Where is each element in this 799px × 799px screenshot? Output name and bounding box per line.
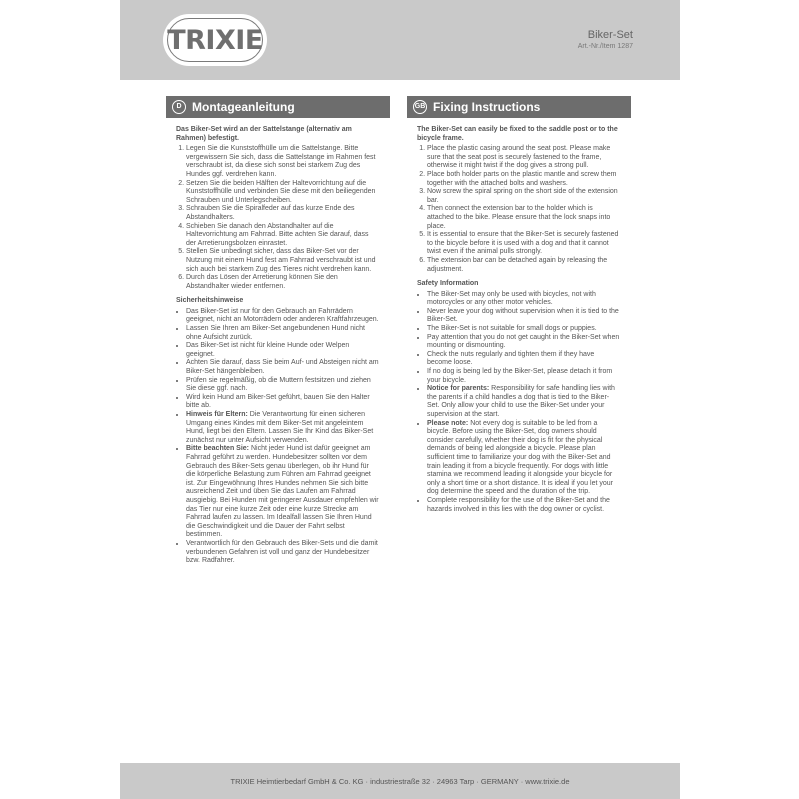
trixie-logo [163, 14, 267, 66]
german-steps [176, 145, 380, 291]
note-text: Not every dog is suitable to be led from a bicycle. Before using the Biker-Set, dog owners should consider carefully, whether their dog is fit for the physical demands of being led alongside a bicycle. Please plan sufficient time to familiarize your dog with the Biker-Set and train leading it from a bicycle frequently. For dogs with little stamina we recommend leading it alongside your bicycle for only a short time or a short distance. It is ideal if you let your dog determine the speed and the duration of the trip. [427, 419, 613, 496]
note-label: Please note: [427, 419, 469, 427]
parents-text: Die Verantwortung für einen sicheren Umgang eines Kindes mit dem Biker-Set mit angeleintem Hund, liegt bei den Eltern. Lassen Sie Ihr Kind das Biker-Set zunächst nur unter Aufsicht verwenden. [186, 411, 374, 444]
list-item: 3. Now screw the spiral spring on the short side of the extension bar. [427, 188, 621, 205]
german-heading-text: Montageanleitung [192, 100, 295, 114]
list-item: • The Biker-Set is not suitable for small dogs or puppies. [427, 325, 621, 334]
parents-text: Responsibility for safe handling lies with the parents if a child handles a dog that is tied to the Biker-Set. Only allow your child to use the Biker-Set under your supervision at the start. [427, 385, 615, 418]
list-item: • Never leave your dog without supervision when it is tied to the Biker-Set. [427, 308, 621, 325]
list-item: • Wird kein Hund am Biker-Set geführt, bauen Sie den Halter bitte ab. [186, 394, 380, 411]
list-item: 3. Schrauben Sie die Spiralfeder auf das kurze Ende des Abstandhalters. [186, 205, 380, 222]
list-item: • Prüfen sie regelmäßig, ob die Muttern festsitzen und ziehen Sie diese ggf. nach. [186, 377, 380, 394]
english-safety-heading: Safety Information [417, 280, 479, 288]
list-item: • Pay attention that you do not get caught in the Biker-Set when mounting or dismounting. [427, 334, 621, 351]
footer-band [120, 763, 680, 799]
german-section-heading [166, 96, 390, 118]
list-item: • Das Biker-Set ist nur für den Gebrauch an Fahrrädern geeignet, nicht an Motorrädern oder anderen Kraftfahrzeugen. [186, 308, 380, 325]
list-item: • Das Biker-Set ist nicht für kleine Hunde oder Welpen geeignet. [186, 342, 380, 359]
list-item: • Complete responsibility for the use of the Biker-Set and the hazards involved in this lies with the dog owner or cyclist. [427, 497, 621, 514]
german-body [166, 118, 390, 566]
german-safety-heading: Sicherheitshinweise [176, 297, 244, 305]
english-column [407, 96, 631, 514]
note-text: Nicht jeder Hund ist dafür geeignet am Fahrrad geführt zu werden. Hundebesitzer sollten vor dem Gebrauch des Biker-Sets genau überlegen, ob ihr Hund für die körperliche Belastung zum Führen am Fahrrad geeignet ist. Zur Eingewöhnung Ihres Hundes nehmen Sie sich bitte ausreichend Zeit und üben Sie das Laufen am Fahrrad ausgiebig. Bei Hunden mit geringerer Ausdauer empfehlen wir das Tier nur eine kurze Zeit oder eine kurze Strecke am Fahrrad laufen zu lassen. Im Idealfall lassen Sie Ihren Hund die Geschwindigkeit und die Dauer der Fahrt selbst bestimmen. [186, 445, 379, 539]
list-item [427, 385, 621, 419]
article-number: Art.-Nr./Item 1287 [577, 43, 633, 50]
list-item: 1. Legen Sie die Kunststoffhülle um die Sattelstange. Bitte vergewissern Sie sich, dass die Sattelstange im Rahmen fest verschraubt ist, da diese sich sonst bei starkem Zug des Hundes ggf. verdrehen kann. [186, 145, 380, 179]
flag-de-icon: D [172, 100, 186, 114]
german-intro: Das Biker-Set wird an der Sattelstange (alternativ am Rahmen) befestigt. [176, 126, 352, 142]
list-item: • Lassen Sie Ihren am Biker-Set angebundenen Hund nicht ohne Aufsicht zurück. [186, 325, 380, 342]
document-page [120, 0, 680, 799]
list-item: 2. Place both holder parts on the plastic mantle and screw them together with the attached bolts and washers. [427, 171, 621, 188]
list-item: 5. It is essential to ensure that the Biker-Set is securely fastened to the bicycle before it is used with a dog and that it cannot twist even if the animal pulls strongly. [427, 231, 621, 257]
product-title: Biker-Set [587, 29, 633, 41]
footer-text: TRIXIE Heimtierbedarf GmbH & Co. KG · industriestraße 32 · 24963 Tarp · GERMANY · www.trixie.de [230, 776, 570, 786]
list-item: • Check the nuts regularly and tighten them if they have become loose. [427, 351, 621, 368]
list-item: 4. Schieben Sie danach den Abstandhalter auf die Haltevorrichtung am Fahrrad. Bitte achten Sie darauf, dass der Arretierungsbolzen einrastet. [186, 223, 380, 249]
list-item: • If no dog is being led by the Biker-Set, please detach it from your bicycle. [427, 368, 621, 385]
list-item: 6. Durch das Lösen der Arretierung können Sie den Abstandhalter wieder entfernen. [186, 274, 380, 291]
german-safety-list [176, 308, 380, 566]
flag-gb-icon: GB [413, 100, 427, 114]
list-item: 2. Setzen Sie die beiden Hälften der Haltevorrichtung auf die Kunststoffhülle und verbinden Sie diese mit den beiliegenden Schrauben und Unterlegscheiben. [186, 180, 380, 206]
german-column [166, 96, 390, 566]
list-item [186, 445, 380, 540]
list-item: 6. The extension bar can be detached again by releasing the adjustment. [427, 257, 621, 274]
parents-label: Notice for parents: [427, 385, 490, 393]
list-item: 1. Place the plastic casing around the seat post. Please make sure that the seat post is securely fastened to the frame, otherwise it might twist if the dog gives a strong pull. [427, 145, 621, 171]
list-item [427, 420, 621, 497]
list-item: 5. Stellen Sie unbedingt sicher, dass das Biker-Set vor der Nutzung mit einem Hund fest am Fahrrad verschraubt ist und sich auch bei starkem Zug des Tieres nicht verdrehen kann. [186, 248, 380, 274]
logo-text: TRIXIE [167, 18, 263, 62]
list-item: • Verantwortlich für den Gebrauch des Biker-Sets und die damit verbundenen Gefahren ist voll und ganz der Hundebesitzer bzw. Radfahrer. [186, 540, 380, 566]
english-heading-text: Fixing Instructions [433, 100, 541, 114]
header-band [120, 0, 680, 80]
english-section-heading [407, 96, 631, 118]
list-item [186, 411, 380, 445]
english-safety-list [417, 291, 621, 514]
english-intro: The Biker-Set can easily be fixed to the saddle post or to the bicycle frame. [417, 126, 618, 142]
list-item: • The Biker-Set may only be used with bicycles, not with motorcycles or any other motor vehicles. [427, 291, 621, 308]
note-label: Bitte beachten Sie: [186, 445, 250, 453]
list-item: 4. Then connect the extension bar to the holder which is attached to the bike. Please ensure that the lock snaps into place. [427, 205, 621, 231]
parents-label: Hinweis für Eltern: [186, 411, 248, 418]
english-body [407, 118, 631, 514]
english-steps [417, 145, 621, 274]
list-item: • Achten Sie darauf, dass Sie beim Auf- und Absteigen nicht am Biker-Set hängenbleiben. [186, 359, 380, 376]
